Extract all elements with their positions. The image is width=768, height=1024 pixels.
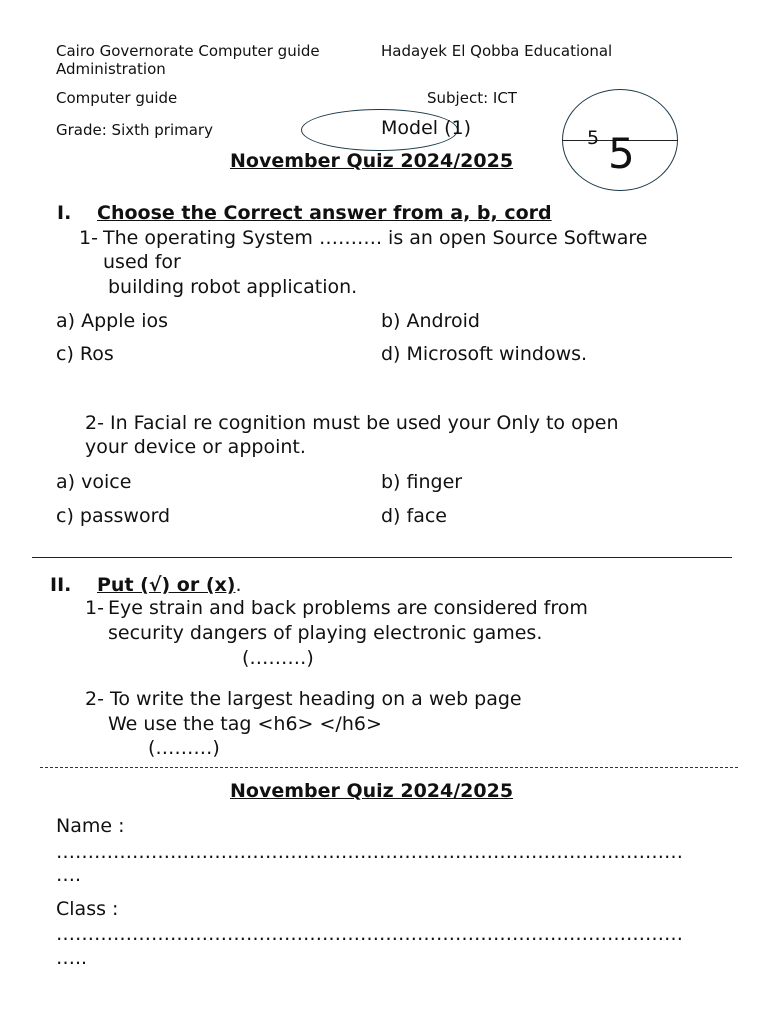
q1-option-c: c) Ros — [56, 343, 114, 365]
class-dots: ……………………………………………………………………………………… — [56, 923, 683, 945]
model-label: Model (1) — [381, 117, 471, 139]
q1-number: 1- — [79, 227, 98, 249]
q2-option-a: a) voice — [56, 471, 132, 493]
q2-text-line2: your device or appoint. — [85, 436, 306, 458]
name-label: Name : — [56, 815, 125, 837]
q1-text-line3: building robot application. — [108, 276, 358, 298]
tf2-text-line2: We use the tag <h6> </h6> — [108, 713, 382, 735]
q2-text-line1: 2- In Facial re cognition must be used your Only to open — [85, 412, 619, 434]
q1-option-b: b) Android — [381, 310, 480, 332]
name-dots: ……………………………………………………………………………………… — [56, 841, 683, 863]
quiz-title: November Quiz 2024/2025 — [230, 150, 514, 172]
header-left-line2: Administration — [56, 60, 166, 78]
tf1-answer-blank: (………) — [242, 647, 314, 669]
score-value: 5 — [608, 129, 635, 178]
tf1-text-line1: Eye strain and back problems are considered from — [108, 597, 588, 619]
q1-option-d: d) Microsoft windows. — [381, 343, 588, 365]
tf2-text-line1: 2- To write the largest heading on a web page — [85, 688, 522, 710]
name-dots-cont: …. — [56, 864, 82, 886]
section-divider — [32, 557, 732, 558]
header-subject: Subject: ICT — [427, 89, 517, 107]
header-grade: Grade: Sixth primary — [56, 121, 213, 139]
header-left-line1: Cairo Governorate Computer guide — [56, 42, 320, 60]
tf1-number: 1- — [85, 597, 104, 619]
section2-numeral: II. — [50, 574, 72, 596]
cut-line — [40, 767, 738, 768]
score-total: 5 — [587, 127, 600, 149]
q1-text-line2: used for — [103, 251, 181, 273]
section1-heading: Choose the Correct answer from a, b, cord — [97, 202, 552, 224]
q2-option-c: c) password — [56, 505, 171, 527]
footer-title: November Quiz 2024/2025 — [230, 780, 514, 802]
section2-heading: Put (√) or (x). — [97, 574, 242, 596]
class-label: Class : — [56, 898, 119, 920]
q1-text-line1: The operating System ………. is an open Source Software — [103, 227, 648, 249]
q2-option-b: b) finger — [381, 471, 463, 493]
q2-option-d: d) face — [381, 505, 447, 527]
section1-numeral: I. — [57, 202, 72, 224]
class-dots-cont: ….. — [56, 947, 88, 969]
tf1-text-line2: security dangers of playing electronic games. — [108, 622, 543, 644]
header-computer-guide: Computer guide — [56, 89, 178, 107]
header-right-line1: Hadayek El Qobba Educational — [381, 42, 613, 60]
q1-option-a: a) Apple ios — [56, 310, 169, 332]
tf2-answer-blank: (………) — [148, 737, 220, 759]
